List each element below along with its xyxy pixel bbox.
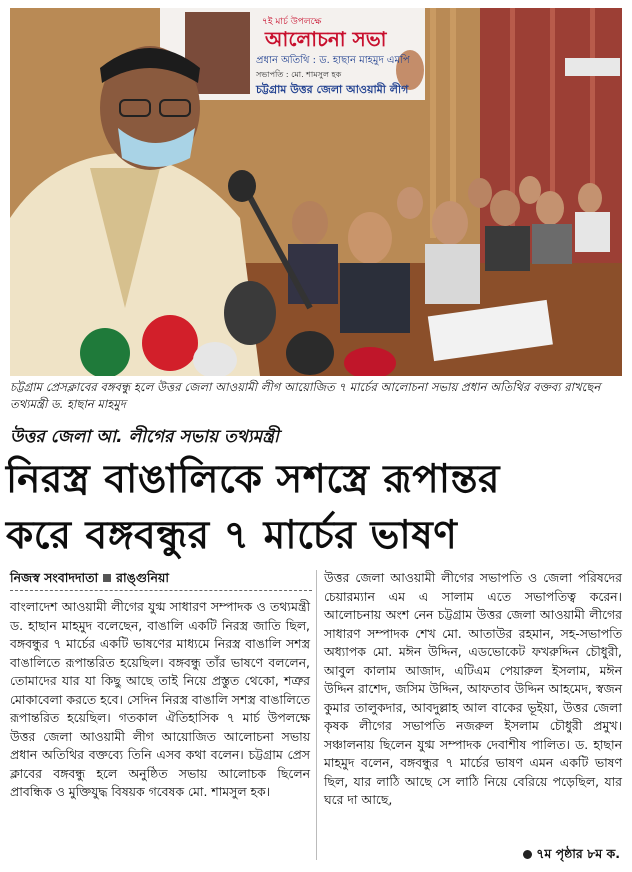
body-column-1: বাংলাদেশ আওয়ামী লীগের যুগ্ম সাধারণ সম্পাদক ও তথ্যমন্ত্রী ড. হাছান মাহমুদ বলেছেন, বাঙালি একটি নিরস্ত্র জাতি ছিল, বঙ্গবন্ধুর ৭ মার্চের একটি ভাষণের মাধ্যমে নিরস্ত্র বাঙালি সশস্ত্র বাঙালিতে রূপান্তরিত হয়েছিল। বঙ্গবন্ধু তাঁর ভাষণে বললেন, তোমাদের যার যা কিছু আছে তাই নিয়ে প্রস্তুত থেকো, শত্রুর মোকাবেলা করতে হবে। সেদিন নিরস্ত্র বাঙালি সশস্ত্র বাঙালিতে রূপান্তরিত হয়েছিল। গতকাল ঐতিহাসিক ৭ মার্চ উপলক্ষে উত্তর জেলা আওয়ামী লীগ আয়োজিত আলোচনা সভায় প্রধান অতিথির বক্তব্যে তিনি এসব কথা বলেন। চট্টগ্রাম প্রেস ক্লাবের বঙ্গবন্ধু হলে অনুষ্ঠিত সভায় আলোচক ছিলেন প্রাবন্ধিক ও মুক্তিযুদ্ধ বিষয়ক গবেষক মো. শামসুল হক। [10,599,310,799]
banner-org: চট্টগ্রাম উত্তর জেলা আওয়ামী লীগ [256,83,409,96]
kicker: উত্তর জেলা আ. লীগের সভায় তথ্যমন্ত্রী [10,427,279,447]
banner-chair: সভাপতি : মো. শামসুল হক [256,70,342,79]
speaker-photo-illustration [10,8,622,376]
headline-line-1: নিরস্ত্র বাঙালিকে সশস্ত্রে রূপান্তর [6,457,500,502]
banner-guest: প্রধান অতিথি : ড. হাছান মাহমুদ এমপি [256,55,410,66]
byline-reporter: নিজস্ব সংবাদদাতা [10,570,99,585]
headline [6,452,626,564]
column-divider [316,570,317,860]
byline-divider [10,590,312,591]
continuation-note [523,846,620,866]
bullet-icon [523,850,532,859]
byline [10,570,310,590]
banner-title: আলোচনা সভা [265,27,387,51]
byline-place: রাঙ্গুনিয়া [116,570,169,585]
news-photo [10,8,622,376]
headline-line-2: করে বঙ্গবন্ধুর ৭ মার্চের ভাষণ [6,513,458,558]
air-conditioner [565,58,620,76]
body-column-2: উত্তর জেলা আওয়ামী লীগের সভাপতি ও জেলা পরিষদের চেয়ারম্যান এম এ সালাম এতে সভাপতিত্ব করেন। আলোচনায় অংশ নেন চট্টগ্রাম উত্তর জেলা আওয়ামী লীগের সাধারণ সম্পাদক শেখ মো. আতাউর রহমান, সহ-সভাপতি অধ্যাপক মো. মঈন উদ্দিন, এডভোকেট ফখরুদ্দিন চৌধুরী, আবুল কালাম আজাদ, এটিএম পেয়ারুল ইসলাম, মঈন উদ্দিন রাশেদ, জসিম উদ্দিন, আফতাব উদ্দিন আহমেদ, স্বজন কুমার তালুকদার, আবদুল্লাহ আল বাকের ভূইয়া, উত্তর জেলা কৃষক লীগের সভাপতি নজরুল ইসলাম চৌধুরী প্রমুখ। সঞ্চালনায় ছিলেন যুগ্ম সম্পাদক দেবাশীষ পালিত। ড. হাছান মাহমুদ বলেন, বঙ্গবন্ধুর ৭ মার্চের ভাষণ এমন একটি ভাষণ ছিল, যার লাঠি আছে সে লাঠি নিয়ে বেরিয়ে পড়েছিল, যার ঘরে দা আছে, [324,570,622,807]
square-bullet-icon [103,574,111,582]
banner-line1: ৭ই মার্চ উপলক্ষে [262,17,322,27]
continuation-text: ৭ম পৃষ্ঠার ৮ম ক. [536,846,620,861]
photo-caption: চট্টগ্রাম প্রেসক্লাবের বঙ্গবন্ধু হলে উত্তর জেলা আওয়ামী লীগ আয়োজিত ৭ মার্চের আলোচনা সভায় প্রধান অতিথির বক্তব্য রাখছেন তথ্যমন্ত্রী ড. হাছান মাহমুদ [10,380,601,411]
